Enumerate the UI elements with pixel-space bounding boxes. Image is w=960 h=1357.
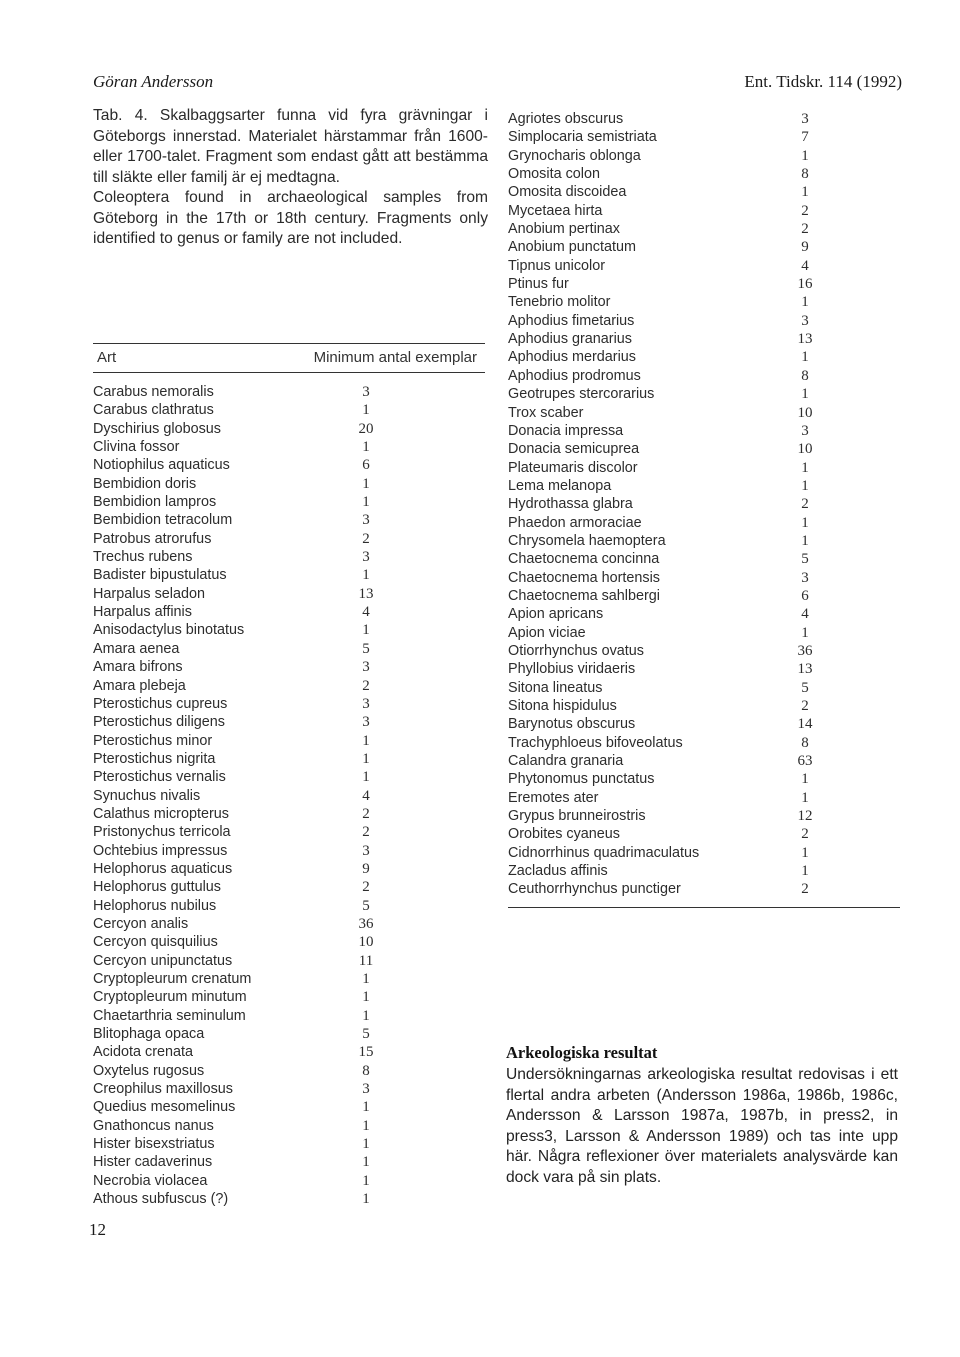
section-archaeological-results <box>506 1043 898 1188</box>
species-name: Creophilus maxillosus <box>93 1081 233 1098</box>
table-row <box>508 880 900 898</box>
species-name: Grypus brunneirostris <box>508 808 646 825</box>
table-row <box>93 842 485 860</box>
table-row <box>508 257 900 275</box>
species-name: Blitophaga opaca <box>93 1026 205 1043</box>
species-name: Amara bifrons <box>93 659 183 676</box>
species-name: Ceuthorrhynchus punctiger <box>508 881 681 898</box>
specimen-count: 36 <box>797 642 813 659</box>
species-name: Chrysomela haemoptera <box>508 532 666 549</box>
species-name: Cidnorrhinus quadrimaculatus <box>508 844 700 861</box>
species-name: Eremotes ater <box>508 789 599 806</box>
table-row <box>93 511 485 529</box>
species-name: Pristonychus terricola <box>93 824 231 841</box>
table-row <box>93 750 485 768</box>
species-name: Trechus rubens <box>93 549 193 566</box>
specimen-count: 3 <box>362 695 370 712</box>
table-row <box>93 1007 485 1025</box>
specimen-count: 1 <box>362 475 370 492</box>
table-row <box>93 860 485 878</box>
specimen-count: 5 <box>362 1026 370 1043</box>
table-row <box>93 438 485 456</box>
species-name: Clivina fossor <box>93 439 180 456</box>
species-name: Pterostichus nigrita <box>93 750 216 767</box>
table-row <box>508 569 900 587</box>
species-name: Cryptopleurum minutum <box>93 989 247 1006</box>
specimen-count: 1 <box>362 567 370 584</box>
table-row <box>508 605 900 623</box>
table-row <box>93 1153 485 1171</box>
species-name: Helophorus guttulus <box>93 879 221 896</box>
table-row <box>93 1117 485 1135</box>
table-row <box>508 789 900 807</box>
specimen-count: 1 <box>801 477 809 494</box>
column-header-species: Art <box>97 349 117 366</box>
species-name: Ochtebius impressus <box>93 842 228 859</box>
table-row <box>93 456 485 474</box>
species-name: Hister cadaverinus <box>93 1154 213 1171</box>
table-row <box>93 1062 485 1080</box>
specimen-count: 10 <box>358 934 374 951</box>
species-name: Apion apricans <box>508 606 604 623</box>
specimen-count: 4 <box>801 606 809 623</box>
specimen-count: 13 <box>797 331 813 348</box>
species-name: Pterostichus minor <box>93 732 213 749</box>
table-row <box>93 970 485 988</box>
specimen-count: 4 <box>362 787 370 804</box>
specimen-count: 3 <box>362 512 370 529</box>
specimen-count: 2 <box>362 805 370 822</box>
specimen-count: 20 <box>358 420 374 437</box>
specimen-count: 5 <box>362 640 370 657</box>
table-row <box>93 768 485 786</box>
species-table-right <box>508 110 900 908</box>
table-row <box>93 548 485 566</box>
specimen-count: 5 <box>362 897 370 914</box>
species-name: Athous subfuscus (?) <box>93 1191 229 1208</box>
species-name: Plateumaris discolor <box>508 459 638 476</box>
table-row <box>508 220 900 238</box>
table-body-right <box>508 110 900 899</box>
table-row <box>508 165 900 183</box>
specimen-count: 2 <box>801 221 809 238</box>
table-row <box>93 475 485 493</box>
table-row <box>508 293 900 311</box>
specimen-count: 10 <box>797 441 813 458</box>
table-row <box>508 624 900 642</box>
table-row <box>93 805 485 823</box>
species-name: Trox scaber <box>508 404 584 421</box>
table-row <box>93 566 485 584</box>
species-name: Aphodius granarius <box>508 331 632 348</box>
specimen-count: 1 <box>801 624 809 641</box>
table-row <box>93 585 485 603</box>
table-row <box>508 862 900 880</box>
table-row <box>93 713 485 731</box>
table-row <box>93 401 485 419</box>
specimen-count: 9 <box>362 860 370 877</box>
table-row <box>93 530 485 548</box>
table-header-rule <box>93 372 485 373</box>
species-name: Phyllobius viridaeris <box>508 661 636 678</box>
specimen-count: 16 <box>797 276 813 293</box>
species-name: Necrobia violacea <box>93 1172 208 1189</box>
specimen-count: 2 <box>801 826 809 843</box>
species-name: Oxytelus rugosus <box>93 1062 205 1079</box>
specimen-count: 1 <box>362 494 370 511</box>
specimen-count: 6 <box>801 587 809 604</box>
specimen-count: 8 <box>801 367 809 384</box>
species-name: Apion viciae <box>508 624 586 641</box>
species-name: Orobites cyaneus <box>508 826 620 843</box>
species-name: Quedius mesomelinus <box>93 1099 236 1116</box>
specimen-count: 1 <box>362 1154 370 1171</box>
specimen-count: 2 <box>801 698 809 714</box>
table-header-row <box>93 344 485 372</box>
table-row <box>93 787 485 805</box>
table-row <box>508 348 900 366</box>
specimen-count: 2 <box>801 202 809 219</box>
species-name: Zacladus affinis <box>508 863 608 880</box>
species-name: Agriotes obscurus <box>508 111 624 127</box>
species-name: Helophorus nubilus <box>93 897 217 914</box>
table-row <box>93 493 485 511</box>
species-name: Gnathoncus nanus <box>93 1117 214 1134</box>
species-name: Amara plebeja <box>93 677 186 694</box>
species-name: Grynocharis oblonga <box>508 147 641 164</box>
table-caption <box>93 106 488 250</box>
specimen-count: 3 <box>801 422 809 439</box>
specimen-count: 1 <box>362 1117 370 1134</box>
species-name: Bembidion lampros <box>93 494 217 511</box>
species-name: Amara aenea <box>93 640 180 657</box>
specimen-count: 14 <box>797 716 813 733</box>
species-name: Omosita discoidea <box>508 184 627 201</box>
table-row <box>508 532 900 550</box>
species-name: Chaetocnema hortensis <box>508 569 660 586</box>
specimen-count: 3 <box>362 1081 370 1098</box>
species-name: Ptinus fur <box>508 276 569 293</box>
species-name: Chaetocnema sahlbergi <box>508 587 660 604</box>
table-row <box>93 383 485 401</box>
species-name: Phaedon armoraciae <box>508 514 642 531</box>
specimen-count: 1 <box>362 1172 370 1189</box>
specimen-count: 11 <box>358 952 374 969</box>
species-name: Dyschirius globosus <box>93 420 221 437</box>
specimen-count: 13 <box>358 585 374 602</box>
species-name: Anobium pertinax <box>508 221 620 238</box>
table-row <box>93 603 485 621</box>
specimen-count: 1 <box>362 989 370 1006</box>
running-head-journal: Ent. Tidskr. 114 (1992) <box>744 72 902 91</box>
species-name: Cercyon analis <box>93 915 189 932</box>
species-name: Notiophilus aquaticus <box>93 457 230 474</box>
species-name: Hydrothassa glabra <box>508 496 633 513</box>
table-row <box>93 1098 485 1116</box>
species-name: Harpalus seladon <box>93 585 205 602</box>
specimen-count: 10 <box>797 404 813 421</box>
table-row <box>93 915 485 933</box>
species-name: Aphodius merdarius <box>508 349 636 366</box>
specimen-count: 1 <box>362 1099 370 1116</box>
specimen-count: 1 <box>801 514 809 531</box>
table-row <box>508 312 900 330</box>
table-row <box>93 732 485 750</box>
section-body: Undersökningarnas arkeologiska resultat redovisas i ett flertal andra arbeten (Andersson 1986a, 1986b, 1986c, Andersson & Larsson 1987a, 1987b, in press2, in press3, Larsson & Andersson 1989) och tas inte upp här. Några reflexioner över materialets analysvärde kan dock vara på sin plats. <box>506 1066 898 1186</box>
specimen-count: 8 <box>801 734 809 751</box>
specimen-count: 2 <box>362 530 370 547</box>
table-row <box>93 823 485 841</box>
species-name: Donacia impressa <box>508 422 624 439</box>
species-name: Barynotus obscurus <box>508 716 636 733</box>
species-name: Chaetocnema concinna <box>508 551 660 568</box>
species-name: Geotrupes stercorarius <box>508 386 655 403</box>
table-bottom-rule <box>508 907 900 908</box>
specimen-count: 1 <box>362 402 370 419</box>
species-name: Tenebrio molitor <box>508 294 611 311</box>
table-row <box>93 897 485 915</box>
species-name: Pterostichus cupreus <box>93 695 228 712</box>
table-row <box>508 128 900 146</box>
table-row <box>93 677 485 695</box>
species-name: Bembidion tetracolum <box>93 512 233 529</box>
species-name: Harpalus affinis <box>93 604 192 621</box>
specimen-count: 1 <box>801 844 809 861</box>
specimen-count: 1 <box>362 1191 370 1208</box>
species-name: Donacia semicuprea <box>508 441 640 458</box>
species-name: Calathus micropterus <box>93 805 229 822</box>
species-name: Omosita colon <box>508 166 600 183</box>
specimen-count: 1 <box>362 732 370 749</box>
specimen-count: 1 <box>801 147 809 164</box>
species-name: Carabus nemoralis <box>93 384 214 400</box>
species-name: Chaetarthria seminulum <box>93 1007 246 1024</box>
table-row <box>508 660 900 678</box>
species-name: Pterostichus diligens <box>93 714 225 731</box>
specimen-count: 8 <box>801 166 809 183</box>
species-name: Sitona lineatus <box>508 679 603 696</box>
table-row <box>508 477 900 495</box>
table-row <box>508 679 900 697</box>
specimen-count: 1 <box>801 459 809 476</box>
specimen-count: 1 <box>362 1136 370 1153</box>
specimen-count: 2 <box>362 879 370 896</box>
species-name: Mycetaea hirta <box>508 202 603 219</box>
specimen-count: 1 <box>801 789 809 806</box>
species-name: Acidota crenata <box>93 1044 193 1061</box>
table-row <box>93 952 485 970</box>
table-row <box>508 825 900 843</box>
specimen-count: 63 <box>797 753 813 770</box>
species-name: Patrobus atrorufus <box>93 530 212 547</box>
specimen-count: 8 <box>362 1062 370 1079</box>
specimen-count: 3 <box>362 384 370 400</box>
table-row <box>93 658 485 676</box>
table-row <box>508 183 900 201</box>
specimen-count: 3 <box>362 842 370 859</box>
table-row <box>508 440 900 458</box>
table-row <box>93 988 485 1006</box>
table-row <box>508 385 900 403</box>
table-row <box>93 621 485 639</box>
species-name: Lema melanopa <box>508 477 612 494</box>
specimen-count: 2 <box>801 881 809 898</box>
species-name: Cercyon unipunctatus <box>93 952 233 969</box>
running-head-author: Göran Andersson <box>93 72 214 91</box>
species-name: Hister bisexstriatus <box>93 1136 215 1153</box>
specimen-count: 1 <box>801 771 809 788</box>
specimen-count: 1 <box>801 863 809 880</box>
species-name: Trachyphloeus bifoveolatus <box>508 734 683 751</box>
specimen-count: 9 <box>801 239 809 256</box>
specimen-count: 3 <box>362 659 370 676</box>
table-row <box>508 422 900 440</box>
specimen-count: 1 <box>801 349 809 366</box>
table-row <box>508 587 900 605</box>
species-name: Pterostichus vernalis <box>93 769 226 786</box>
specimen-count: 6 <box>362 457 370 474</box>
species-name: Aphodius fimetarius <box>508 312 635 329</box>
species-name: Helophorus aquaticus <box>93 860 233 877</box>
specimen-count: 1 <box>801 532 809 549</box>
species-name: Anisodactylus binotatus <box>93 622 245 639</box>
table-row <box>508 110 900 128</box>
table-row <box>93 933 485 951</box>
specimen-count: 1 <box>801 294 809 311</box>
table-row <box>93 1080 485 1098</box>
column-header-count: Minimum antal exemplar <box>313 349 477 366</box>
section-heading: Arkeologiska resultat <box>506 1043 658 1062</box>
specimen-count: 1 <box>801 184 809 201</box>
species-name: Phytonomus punctatus <box>508 771 655 788</box>
caption-english: Coleoptera found in archaeological samples from Göteborg in the 17th or 18th century. Fragments only identified to genus or family are not included. <box>93 189 488 247</box>
table-row <box>93 695 485 713</box>
table-row <box>508 770 900 788</box>
specimen-count: 1 <box>362 1007 370 1024</box>
table-row <box>508 550 900 568</box>
specimen-count: 4 <box>801 257 809 274</box>
specimen-count: 3 <box>801 312 809 329</box>
species-name: Cryptopleurum crenatum <box>93 971 252 987</box>
table-row <box>93 1025 485 1043</box>
specimen-count: 2 <box>801 496 809 513</box>
species-name: Synuchus nivalis <box>93 787 201 804</box>
specimen-count: 13 <box>797 661 813 678</box>
specimen-count: 36 <box>358 915 374 932</box>
specimen-count: 15 <box>358 1044 374 1061</box>
page-number: 12 <box>89 1220 106 1239</box>
table-row <box>508 752 900 770</box>
table-row <box>508 238 900 256</box>
table-row <box>93 1190 485 1208</box>
table-row <box>508 367 900 385</box>
table-row <box>93 1043 485 1061</box>
specimen-count: 3 <box>362 549 370 566</box>
table-row <box>508 844 900 862</box>
species-name: Sitona hispidulus <box>508 698 617 714</box>
species-name: Aphodius prodromus <box>508 367 641 384</box>
specimen-count: 1 <box>362 439 370 456</box>
species-name: Badister bipustulatus <box>93 567 227 584</box>
table-body-left <box>93 383 485 1208</box>
species-name: Simplocaria semistriata <box>508 129 657 146</box>
table-row <box>508 495 900 513</box>
caption-swedish: Tab. 4. Skalbaggsarter funna vid fyra grävningar i Göteborgs innerstad. Materialet härstammar från 1600- eller 1700-talet. Fragment som endast gått att bestämma till släkte eller familj är ej medtagna. <box>93 107 488 186</box>
table-row <box>93 1135 485 1153</box>
table-row <box>508 514 900 532</box>
table-row <box>508 147 900 165</box>
specimen-count: 3 <box>801 111 809 127</box>
specimen-count: 4 <box>362 604 370 621</box>
table-row <box>508 275 900 293</box>
specimen-count: 2 <box>362 677 370 694</box>
table-row <box>508 715 900 733</box>
species-name: Carabus clathratus <box>93 402 214 419</box>
species-table-left <box>93 343 485 1208</box>
specimen-count: 1 <box>362 750 370 767</box>
table-row <box>508 202 900 220</box>
species-name: Calandra granaria <box>508 753 624 770</box>
species-name: Anobium punctatum <box>508 239 636 256</box>
specimen-count: 1 <box>801 386 809 403</box>
table-row <box>508 734 900 752</box>
specimen-count: 1 <box>362 971 370 987</box>
table-row <box>93 420 485 438</box>
species-name: Tipnus unicolor <box>508 257 606 274</box>
species-name: Otiorrhynchus ovatus <box>508 642 644 659</box>
table-row <box>508 404 900 422</box>
specimen-count: 1 <box>362 622 370 639</box>
species-name: Cercyon quisquilius <box>93 934 218 951</box>
specimen-count: 5 <box>801 551 809 568</box>
species-name: Bembidion doris <box>93 475 197 492</box>
table-row <box>508 330 900 348</box>
specimen-count: 3 <box>362 714 370 731</box>
specimen-count: 5 <box>801 679 809 696</box>
table-row <box>508 697 900 715</box>
table-row <box>93 1172 485 1190</box>
table-row <box>508 807 900 825</box>
table-row <box>93 640 485 658</box>
specimen-count: 7 <box>801 129 809 146</box>
specimen-count: 12 <box>797 808 813 825</box>
specimen-count: 3 <box>801 569 809 586</box>
table-row <box>508 459 900 477</box>
specimen-count: 2 <box>362 824 370 841</box>
specimen-count: 1 <box>362 769 370 786</box>
table-row <box>93 878 485 896</box>
table-row <box>508 642 900 660</box>
